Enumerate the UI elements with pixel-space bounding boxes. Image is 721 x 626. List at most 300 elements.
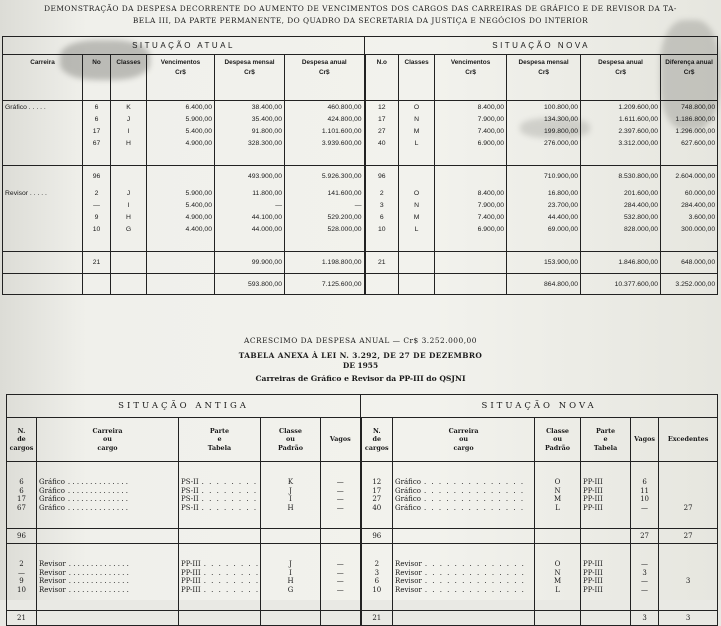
table-cell: — [321, 504, 361, 513]
table-cell [659, 478, 718, 487]
table-cell [393, 577, 535, 586]
annex-revisor-group [7, 544, 718, 626]
col-despesa-mensal-nova [507, 55, 581, 101]
currency-label: Cr$ [244, 69, 255, 76]
table-cell: 284.400,00 [661, 199, 718, 211]
table-cell: — [321, 577, 361, 586]
table-cell: 460.800,00 [285, 101, 365, 114]
table-cell: 6.900,00 [435, 137, 507, 149]
table-cell: 91.800,00 [215, 125, 285, 137]
table-cell [111, 252, 147, 274]
table-cell: 8.400,00 [435, 187, 507, 199]
table-cell [261, 462, 321, 479]
table-cell [261, 544, 321, 561]
table-cell: — [285, 199, 365, 211]
col-label: Carreira ou cargo [92, 426, 123, 452]
table-cell: — [631, 504, 659, 513]
leader-dots: . . . . . . . . [201, 486, 258, 495]
currency-label: Cr$ [538, 69, 549, 76]
table-cell [535, 611, 581, 626]
subtotal-row [7, 529, 718, 544]
col-label: Vencimentos [160, 59, 201, 66]
leader-dots: . . . . . . . . . . . . . . [423, 495, 525, 503]
col-label: N. de cargos [364, 426, 389, 452]
table-cell [321, 512, 361, 529]
table-cell: 10 [7, 586, 37, 595]
col-label: Despesa anual [301, 59, 347, 66]
revisor-group [3, 187, 718, 274]
cargo-name: Revisor [39, 560, 66, 568]
table-cell: 96 [361, 529, 393, 544]
table-cell: 828.000,00 [581, 223, 661, 235]
table-cell: 3.939.600,00 [285, 137, 365, 149]
table-cell: O [399, 101, 435, 114]
table-cell: 12 [361, 478, 393, 487]
table-cell: 5.900,00 [147, 113, 215, 125]
table-cell: 10 [83, 223, 111, 235]
col-label: N. de cargos [9, 426, 34, 452]
col-no-nova: N.o [365, 55, 399, 101]
col-classe-padrao [261, 418, 321, 462]
table-cell [399, 252, 435, 274]
table-cell [535, 462, 581, 479]
table-cell [37, 504, 179, 513]
table-cell: J [261, 487, 321, 496]
col-label: Parte e Tabela [207, 426, 232, 452]
table-cell [147, 166, 215, 188]
leader-dots: . . . . . . . . . . . . . . [68, 568, 129, 577]
table-cell: 6 [7, 487, 37, 496]
table-cell [631, 594, 659, 611]
table-cell: 11.800,00 [215, 187, 285, 199]
table-cell [507, 149, 581, 166]
col-despesa-mensal [215, 55, 285, 101]
table-cell: K [111, 101, 147, 114]
table-cell [3, 137, 83, 149]
table-cell [179, 560, 261, 569]
table-row [3, 137, 718, 149]
table-row [7, 504, 718, 513]
table-cell: N [535, 487, 581, 496]
col-parte-tabela [179, 418, 261, 462]
table-cell [147, 149, 215, 166]
col-vencimentos [147, 55, 215, 101]
cargo-name: Gráfico [395, 503, 421, 512]
table-cell [535, 512, 581, 529]
currency-label: Cr$ [318, 69, 330, 76]
table-cell [37, 495, 179, 504]
leader-dots: . . . . . . . . [201, 495, 258, 503]
table-cell: 1.846.800,00 [581, 252, 661, 274]
table-cell: 276.000,00 [507, 137, 581, 149]
table-cell: — [631, 586, 659, 595]
table-cell: 10 [365, 223, 399, 235]
table-cell [435, 166, 507, 188]
table-cell: 27 [361, 495, 393, 504]
table-cell [393, 544, 535, 561]
table-cell [179, 544, 261, 561]
table-cell [365, 274, 399, 295]
currency-label: Cr$ [615, 69, 626, 76]
table-cell [111, 274, 147, 295]
table-cell: PP-III [581, 478, 631, 487]
table-cell: 2 [361, 560, 393, 569]
spacer-row [7, 512, 718, 529]
table-cell [37, 478, 179, 487]
table-cell: Gráfico . . . . . [3, 101, 83, 114]
table-cell [285, 149, 365, 166]
table-cell: 5.400,00 [147, 125, 215, 137]
table-cell [399, 274, 435, 295]
table-cell [507, 235, 581, 252]
leader-dots: . . . . . . . . . . . . . . [67, 495, 128, 503]
table-cell: 5.400,00 [147, 199, 215, 211]
table-cell: 1.101.600,00 [285, 125, 365, 137]
table-cell [535, 529, 581, 544]
table-cell: I [261, 569, 321, 578]
table-cell [399, 166, 435, 188]
table-cell: 8.530.800,00 [581, 166, 661, 188]
table-cell [393, 462, 535, 479]
table-cell: — [321, 560, 361, 569]
table-row [3, 113, 718, 125]
table-cell: O [535, 478, 581, 487]
table-cell: 1.198.800,00 [285, 252, 365, 274]
col-label: Despesa mensal [224, 59, 275, 66]
leader-dots: . . . . . . . . . . . . . . [424, 577, 526, 585]
table-cell [393, 586, 535, 595]
table-cell [37, 462, 179, 479]
expense-table [2, 36, 718, 295]
table-cell [111, 235, 147, 252]
document-heading [4, 3, 717, 27]
table-cell: 10.377.600,00 [581, 274, 661, 295]
subtotal-row [3, 166, 718, 188]
table-cell [393, 594, 535, 611]
table-cell [37, 560, 179, 569]
leader-dots: . . . . . . . . [203, 560, 260, 568]
col-carreira-cargo [37, 418, 179, 462]
col-label: Classe ou Padrão [545, 426, 571, 452]
table-row [3, 211, 718, 223]
leader-dots: . . . . . . . . [201, 503, 258, 512]
section-antiga: SITUAÇÃO ANTIGA [7, 395, 361, 418]
col-label: Diferença anual [665, 59, 713, 66]
table-cell [3, 166, 83, 188]
table-cell [581, 149, 661, 166]
table-cell [393, 529, 535, 544]
tabela-name: PS-II [181, 495, 199, 503]
col-label: Despesa anual [598, 59, 643, 66]
table-cell: I [261, 495, 321, 504]
table-cell: 10 [631, 495, 659, 504]
table-cell: 7.900,00 [435, 199, 507, 211]
table-cell: 199.800,00 [507, 125, 581, 137]
section-current: SITUAÇÃO ATUAL [3, 37, 365, 55]
leader-dots: . . . . . . . . [201, 478, 258, 486]
spacer-row [3, 235, 718, 252]
table-cell [261, 594, 321, 611]
table-cell [37, 529, 179, 544]
table-cell: 748.800,00 [661, 101, 718, 114]
table-cell [659, 512, 718, 529]
table-cell [365, 235, 399, 252]
table-cell: 21 [83, 252, 111, 274]
table-cell: 153.900,00 [507, 252, 581, 274]
leader-dots: . . . . . . . . [203, 568, 260, 577]
table-cell: 96 [365, 166, 399, 188]
table-cell [3, 211, 83, 223]
table-cell [179, 487, 261, 496]
table-cell [321, 594, 361, 611]
cargo-name: Revisor [395, 568, 422, 577]
col-vagos: Vagos [321, 418, 361, 462]
cargo-name: Gráfico [395, 486, 421, 495]
table-cell [631, 512, 659, 529]
leader-dots: . . . . . . . . . . . . . . [424, 585, 526, 594]
table-cell: 3 [631, 611, 659, 626]
table-cell: 100.800,00 [507, 101, 581, 114]
table-cell: 17 [7, 495, 37, 504]
table-cell: 96 [7, 529, 37, 544]
table-cell [3, 252, 83, 274]
table-cell [215, 149, 285, 166]
table-cell: 328.300,00 [215, 137, 285, 149]
table-cell: 9 [83, 211, 111, 223]
spacer-row [7, 544, 718, 561]
leader-dots: . . . . . . . . . . . . . . [68, 577, 129, 585]
table-cell: 529.200,00 [285, 211, 365, 223]
cargo-name: Revisor [39, 568, 66, 577]
tabela-name: PS-II [181, 486, 199, 495]
table-cell [581, 462, 631, 479]
table-cell [393, 504, 535, 513]
table-cell [659, 586, 718, 595]
table-cell: 3 [659, 611, 718, 626]
table-cell: 7.125.600,00 [285, 274, 365, 295]
table-cell: 67 [7, 504, 37, 513]
table-cell [147, 235, 215, 252]
spacer-row [3, 149, 718, 166]
table-cell [361, 544, 393, 561]
tabela-name: PP-III [181, 585, 201, 594]
table-cell [659, 495, 718, 504]
col-carreira: Carreira [3, 55, 83, 101]
table-cell [37, 594, 179, 611]
table-cell [659, 594, 718, 611]
table-row [3, 223, 718, 235]
table-cell: Revisor . . . . . [3, 187, 83, 199]
table-cell [7, 594, 37, 611]
table-cell: 3.252.000,00 [661, 274, 718, 295]
table-cell: L [535, 504, 581, 513]
table-cell: 3 [361, 569, 393, 578]
table-cell [3, 199, 83, 211]
table-cell: 2.604.000,00 [661, 166, 718, 188]
cargo-name: Gráfico [39, 486, 65, 495]
currency-label: Cr$ [683, 69, 695, 76]
table-cell [393, 487, 535, 496]
table-cell [393, 611, 535, 626]
table-cell [321, 611, 361, 626]
table-cell: N [535, 569, 581, 578]
table-cell: 11 [631, 487, 659, 496]
col-despesa-anual-nova [581, 55, 661, 101]
table-cell [179, 569, 261, 578]
table-cell: 4.900,00 [147, 211, 215, 223]
leader-dots: . . . . . . . . [203, 577, 260, 585]
col-parte-tabela-nova [581, 418, 631, 462]
table-cell [147, 252, 215, 274]
table-cell: — [215, 199, 285, 211]
table-cell: 300.000,00 [661, 223, 718, 235]
table-cell: 9 [7, 577, 37, 586]
table-cell [581, 512, 631, 529]
table-cell: 2.397.600,00 [581, 125, 661, 137]
table-cell: 6.400,00 [147, 101, 215, 114]
table-cell: 6 [361, 577, 393, 586]
leader-dots: . . . . . . . . . . . . . . [424, 560, 526, 568]
table-cell: 23.700,00 [507, 199, 581, 211]
table-cell [179, 611, 261, 626]
table-cell [399, 235, 435, 252]
table-cell: 3 [365, 199, 399, 211]
leader-dots: . . . . . . . . . . . . . . [423, 478, 525, 486]
tabela-name: PP-III [181, 568, 201, 577]
table-cell: 2 [7, 560, 37, 569]
table-cell [321, 529, 361, 544]
table-cell [581, 529, 631, 544]
table-cell [581, 594, 631, 611]
table-cell: H [261, 504, 321, 513]
tabela-name: PS-II [181, 503, 199, 512]
table-cell: PP-III [581, 487, 631, 496]
table-cell [659, 569, 718, 578]
table-cell [179, 529, 261, 544]
table-cell: I [111, 125, 147, 137]
spacer-row [7, 462, 718, 479]
table-cell [535, 544, 581, 561]
table-cell: 38.400,00 [215, 101, 285, 114]
leader-dots: . . . . . . . . . . . . . . [67, 478, 128, 486]
table-cell [581, 235, 661, 252]
table-cell: PP-III [581, 586, 631, 595]
cargo-name: Revisor [395, 577, 422, 585]
col-no: No [83, 55, 111, 101]
currency-label: Cr$ [175, 69, 186, 76]
table-cell: 141.600,00 [285, 187, 365, 199]
col-n-cargos [7, 418, 37, 462]
table-cell: 21 [365, 252, 399, 274]
table-cell: 44.400,00 [507, 211, 581, 223]
table-cell: 6 [83, 101, 111, 114]
cargo-name: Revisor [395, 585, 422, 594]
table-cell [37, 544, 179, 561]
table-cell: — [83, 199, 111, 211]
table-cell: 35.400,00 [215, 113, 285, 125]
table-row [7, 495, 718, 504]
table-row [7, 478, 718, 487]
table-cell [37, 577, 179, 586]
table-cell: 60.000,00 [661, 187, 718, 199]
table-cell: 4.900,00 [147, 137, 215, 149]
table-cell [37, 569, 179, 578]
table-cell: 648.000,00 [661, 252, 718, 274]
cargo-name: Revisor [39, 585, 66, 594]
table-cell: 627.600,00 [661, 137, 718, 149]
table-cell: M [535, 495, 581, 504]
subtotal-row [3, 252, 718, 274]
table-cell: 44.100,00 [215, 211, 285, 223]
table-row [7, 560, 718, 569]
tabela-name: PP-III [181, 560, 201, 568]
table-row [3, 101, 718, 114]
table-cell: 10 [361, 586, 393, 595]
table-cell: — [321, 495, 361, 504]
table-cell [321, 544, 361, 561]
table-cell: G [111, 223, 147, 235]
col-diferenca-anual [661, 55, 718, 101]
table-cell: 3 [631, 569, 659, 578]
table-cell [321, 462, 361, 479]
col-carreira-cargo-nova [393, 418, 535, 462]
anexa-year: DE 1955 [342, 361, 379, 370]
table-cell: G [261, 586, 321, 595]
leader-dots: . . . . . . . . . . . . . . [68, 560, 129, 568]
table-cell [659, 544, 718, 561]
grafico-group [3, 101, 718, 188]
table-cell: — [631, 577, 659, 586]
table-cell [111, 149, 147, 166]
table-cell: J [261, 560, 321, 569]
leader-dots: . . . . . . . . . . . . . . [423, 486, 525, 495]
table-cell: 5.900,00 [147, 187, 215, 199]
table-cell [7, 512, 37, 529]
table-cell [535, 594, 581, 611]
grand-total-group [3, 274, 718, 295]
table-cell [179, 586, 261, 595]
table-cell [393, 512, 535, 529]
table-cell [659, 560, 718, 569]
table-cell [261, 611, 321, 626]
table-cell: 7.400,00 [435, 211, 507, 223]
col-classes-nova: Classes [399, 55, 435, 101]
table-cell [179, 504, 261, 513]
table-cell [261, 529, 321, 544]
table-cell: L [399, 223, 435, 235]
leader-dots: . . . . . . . . . . . . . . [67, 503, 128, 512]
table-cell: 532.800,00 [581, 211, 661, 223]
table-cell: 1.611.600,00 [581, 113, 661, 125]
section-nova: SITUAÇÃO NOVA [361, 395, 718, 418]
leader-dots: . . . . . . . . [203, 585, 260, 594]
table-row [7, 487, 718, 496]
table-cell [179, 577, 261, 586]
col-n-cargos-nova [361, 418, 393, 462]
heading-line: BELA III, DA PARTE PERMANENTE, DO QUADRO DA SECRETARIA DA JUSTIÇA E NEGÓCIOS DO INTERIOR [132, 16, 589, 25]
table-cell: — [321, 569, 361, 578]
annex-grafico-group [7, 462, 718, 544]
table-cell: 6 [7, 478, 37, 487]
table-cell [37, 487, 179, 496]
table-cell: O [399, 187, 435, 199]
table-cell [631, 462, 659, 479]
table-cell [179, 478, 261, 487]
table-cell: — [321, 478, 361, 487]
table-cell [631, 544, 659, 561]
table-cell: O [535, 560, 581, 569]
table-cell [361, 462, 393, 479]
